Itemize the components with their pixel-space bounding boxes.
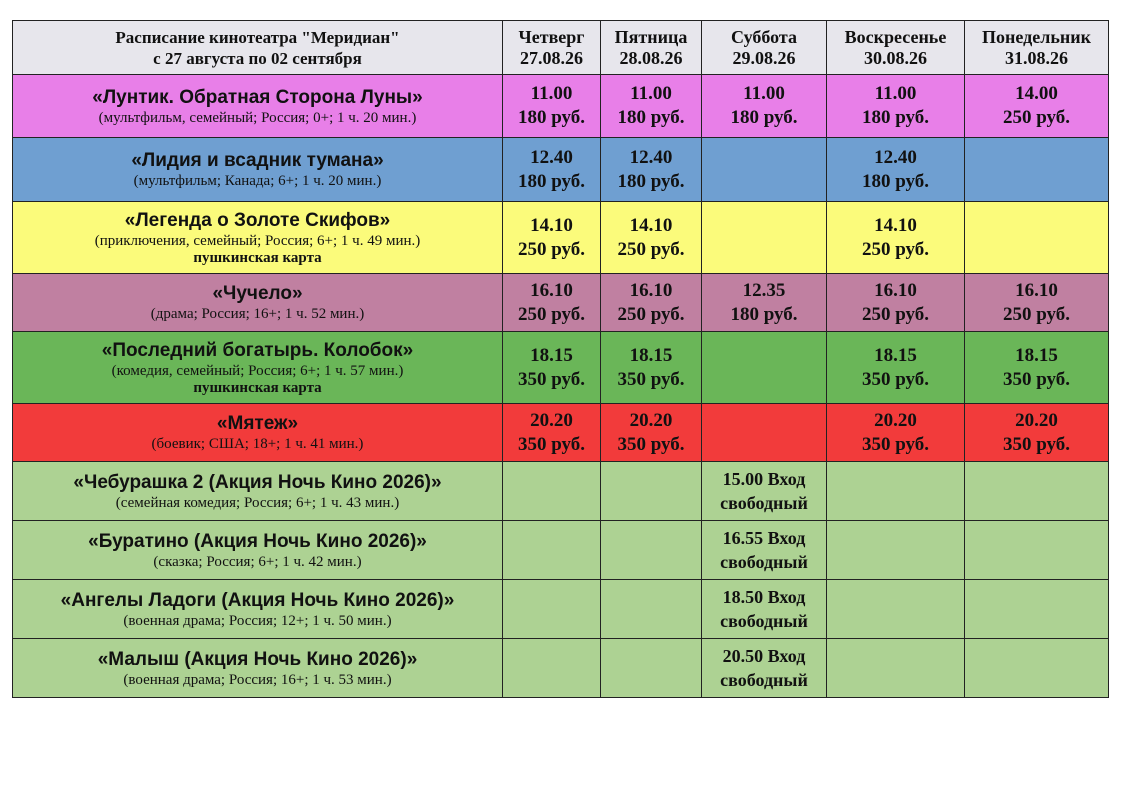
movie-title-cell (13, 202, 503, 274)
ticket-price: 350 руб. (1002, 433, 1071, 455)
showtime-cell (965, 274, 1109, 332)
ticket-price: 180 руб. (861, 170, 930, 192)
showtime: 14.00 (1015, 83, 1058, 104)
showtime-cell (702, 75, 827, 138)
ticket-price: 180 руб. (617, 170, 685, 192)
ticket-price: 180 руб. (617, 107, 685, 128)
showtime-cell (702, 639, 827, 698)
showtime: 18.15 (530, 344, 573, 366)
day-name: Четверг (518, 26, 585, 47)
ticket-price: 180 руб. (517, 107, 586, 128)
showtime: 12.35 (742, 279, 786, 301)
ticket-price: 250 руб. (517, 238, 586, 260)
day-date: 31.08.26 (1005, 47, 1068, 68)
movie-row (13, 639, 1109, 698)
ticket-price: 250 руб. (517, 303, 586, 325)
showtime-cell (965, 332, 1109, 404)
movie-info: (комедия, семейный; Россия; 6+; 1 ч. 57 мин.) (111, 362, 404, 379)
movie-info: (мультфильм, семейный; Россия; 0+; 1 ч. 20 мин.) (98, 109, 417, 126)
showtime-cell (965, 462, 1109, 521)
showtime-cell (601, 404, 702, 462)
movie-row (13, 75, 1109, 138)
movie-row (13, 462, 1109, 521)
movie-title: «Легенда о Золоте Скифов» (124, 209, 391, 231)
showtime: 12.40 (530, 146, 573, 168)
ticket-price: 250 руб. (1002, 107, 1071, 128)
movie-title-cell (13, 138, 503, 202)
showtime-cell (503, 202, 601, 274)
showtime-cell (702, 521, 827, 580)
ticket-price: свободный (720, 611, 808, 631)
showtime: 11.00 (743, 83, 785, 104)
showtime: 11.00 (874, 83, 917, 104)
showtime-cell (601, 462, 702, 521)
showtime-cell (827, 202, 965, 274)
schedule-title-line1: Расписание кинотеатра "Меридиан" (115, 27, 400, 47)
showtime-cell (702, 138, 827, 202)
day-name: Воскресенье (844, 26, 947, 47)
showtime-cell (601, 202, 702, 274)
showtime-cell (965, 639, 1109, 698)
day-date: 27.08.26 (520, 47, 583, 68)
showtime-cell (965, 202, 1109, 274)
movie-title-cell (13, 521, 503, 580)
showtime-cell (827, 580, 965, 639)
showtime: 14.10 (874, 214, 917, 236)
showtime: 16.10 (1015, 279, 1058, 301)
showtime: 11.00 (530, 83, 573, 104)
schedule-table (12, 20, 1109, 698)
pushkin-card-note: пушкинская карта (193, 249, 322, 266)
showtime-cell (601, 580, 702, 639)
ticket-price: 350 руб. (861, 368, 930, 390)
showtime-cell (827, 462, 965, 521)
showtime: 16.10 (629, 279, 673, 301)
movie-info: (мультфильм; Канада; 6+; 1 ч. 20 мин.) (133, 173, 382, 189)
movie-title: «Чучело» (212, 283, 303, 304)
ticket-price: 250 руб. (1002, 303, 1071, 325)
movie-title: «Буратино (Акция Ночь Кино 2026)» (88, 530, 427, 552)
movie-title-cell (13, 404, 503, 462)
showtime-cell (827, 138, 965, 202)
showtime: 18.15 (1015, 344, 1058, 366)
showtime-cell (827, 639, 965, 698)
movie-row (13, 404, 1109, 462)
showtime: 18.50 Вход (722, 587, 806, 607)
showtime-cell (965, 75, 1109, 138)
showtime: 16.55 Вход (722, 528, 806, 548)
ticket-price: свободный (720, 493, 808, 513)
movie-row (13, 274, 1109, 332)
pushkin-card-note: пушкинская карта (193, 379, 322, 396)
ticket-price: 250 руб. (617, 238, 685, 260)
showtime-cell (827, 404, 965, 462)
movie-title: «Ангелы Ладоги (Акция Ночь Кино 2026)» (60, 589, 455, 611)
showtime: 11.00 (630, 83, 672, 104)
showtime-cell (827, 332, 965, 404)
showtime-cell (503, 639, 601, 698)
day-date: 28.08.26 (619, 47, 683, 68)
showtime-cell (965, 404, 1109, 462)
showtime-cell (702, 202, 827, 274)
movie-row (13, 138, 1109, 202)
showtime-cell (702, 332, 827, 404)
showtime-cell (702, 462, 827, 521)
movie-row (13, 332, 1109, 404)
day-name: Суббота (731, 26, 797, 47)
showtime-cell (503, 521, 601, 580)
ticket-price: 350 руб. (1002, 368, 1071, 390)
movie-title: «Мятеж» (216, 413, 299, 434)
showtime-cell (702, 580, 827, 639)
ticket-price: 350 руб. (617, 433, 685, 455)
day-date: 29.08.26 (732, 47, 796, 68)
movie-info: (приключения, семейный; Россия; 6+; 1 ч. 49 мин.) (94, 232, 421, 249)
showtime: 20.20 (1015, 409, 1058, 431)
ticket-price: 180 руб. (730, 303, 798, 325)
day-header-saturday (702, 21, 827, 75)
showtime: 15.00 Вход (722, 469, 806, 489)
movie-title: «Чебурашка 2 (Акция Ночь Кино 2026)» (73, 471, 442, 493)
showtime-cell (827, 274, 965, 332)
showtime-cell (601, 75, 702, 138)
showtime-cell (503, 274, 601, 332)
movie-info: (военная драма; Россия; 16+; 1 ч. 53 мин.) (123, 671, 392, 688)
movie-title-cell (13, 639, 503, 698)
ticket-price: 180 руб. (730, 107, 798, 128)
showtime-cell (702, 404, 827, 462)
ticket-price: свободный (720, 552, 808, 572)
day-name: Понедельник (982, 26, 1091, 47)
movie-info: (военная драма; Россия; 12+; 1 ч. 50 мин.) (123, 612, 392, 629)
day-name: Пятница (614, 26, 688, 47)
ticket-price: 350 руб. (861, 433, 930, 455)
showtime-cell (503, 138, 601, 202)
showtime-cell (503, 580, 601, 639)
movie-info: (семейная комедия; Россия; 6+; 1 ч. 43 мин.) (115, 494, 400, 511)
movie-title-cell (13, 332, 503, 404)
movie-info: (драма; Россия; 16+; 1 ч. 52 мин.) (150, 306, 365, 322)
ticket-price: 250 руб. (617, 303, 685, 325)
showtime-cell (503, 404, 601, 462)
movie-info: (боевик; США; 18+; 1 ч. 41 мин.) (151, 436, 364, 452)
day-header-thursday (503, 21, 601, 75)
showtime-cell (965, 138, 1109, 202)
showtime: 20.50 Вход (722, 646, 806, 666)
showtime: 16.10 (530, 279, 573, 301)
day-header-friday (601, 21, 702, 75)
showtime-cell (601, 639, 702, 698)
movie-title: «Лидия и всадник тумана» (131, 150, 384, 171)
showtime-cell (601, 521, 702, 580)
ticket-price: 350 руб. (517, 368, 586, 390)
showtime-cell (827, 75, 965, 138)
ticket-price: 180 руб. (517, 170, 586, 192)
day-header-monday (965, 21, 1109, 75)
ticket-price: 250 руб. (861, 238, 930, 260)
movie-title-cell (13, 462, 503, 521)
showtime: 12.40 (629, 146, 673, 168)
movie-title: «Малыш (Акция Ночь Кино 2026)» (97, 648, 418, 670)
schedule-title-line2: с 27 августа по 02 сентября (153, 48, 362, 68)
day-header-sunday (827, 21, 965, 75)
showtime-cell (601, 274, 702, 332)
movie-title-cell (13, 580, 503, 639)
movie-title: «Лунтик. Обратная Сторона Луны» (92, 86, 423, 108)
showtime-cell (965, 521, 1109, 580)
day-date: 30.08.26 (864, 47, 927, 68)
header-row (13, 21, 1109, 75)
movie-title: «Последний богатырь. Колобок» (101, 339, 414, 361)
showtime: 20.20 (629, 409, 673, 431)
movie-info: (сказка; Россия; 6+; 1 ч. 42 мин.) (153, 553, 362, 570)
movie-row (13, 580, 1109, 639)
ticket-price: 350 руб. (517, 433, 586, 455)
showtime-cell (702, 274, 827, 332)
showtime-cell (503, 462, 601, 521)
movie-row (13, 202, 1109, 274)
showtime-cell (503, 332, 601, 404)
ticket-price: 180 руб. (861, 107, 930, 128)
ticket-price: 250 руб. (861, 303, 930, 325)
showtime-cell (601, 332, 702, 404)
showtime-cell (965, 580, 1109, 639)
showtime: 16.10 (874, 279, 917, 301)
ticket-price: 350 руб. (617, 368, 685, 390)
showtime: 20.20 (530, 409, 573, 431)
showtime-cell (827, 521, 965, 580)
showtime: 12.40 (874, 146, 917, 168)
movie-title-cell (13, 75, 503, 138)
schedule-title (13, 21, 503, 75)
movie-title-cell (13, 274, 503, 332)
showtime: 20.20 (874, 409, 917, 431)
showtime: 14.10 (629, 214, 673, 236)
movie-row (13, 521, 1109, 580)
showtime: 18.15 (629, 344, 673, 366)
showtime-cell (503, 75, 601, 138)
showtime-cell (601, 138, 702, 202)
showtime: 14.10 (530, 214, 573, 236)
ticket-price: свободный (720, 670, 808, 690)
showtime: 18.15 (874, 344, 917, 366)
